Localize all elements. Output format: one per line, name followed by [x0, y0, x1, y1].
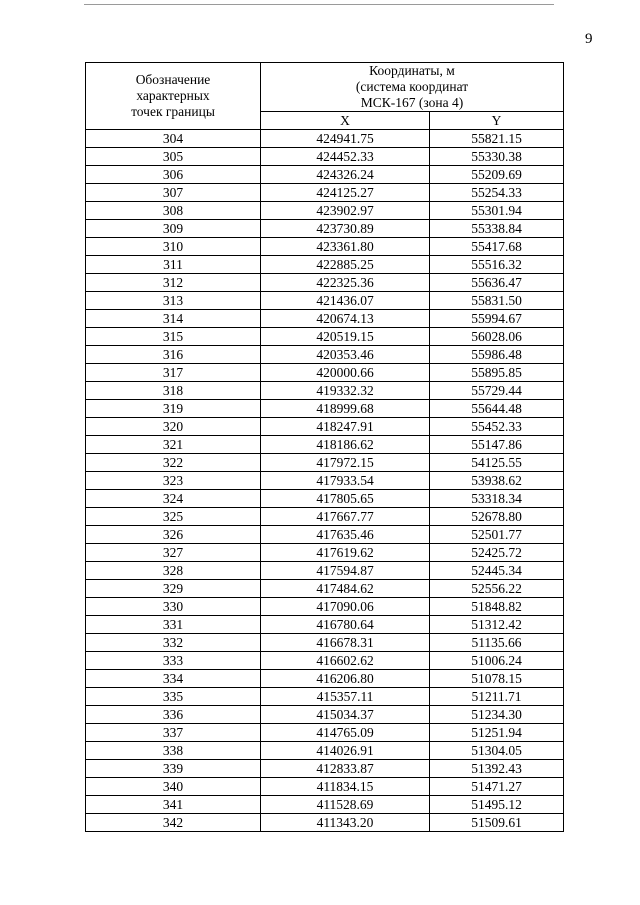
y-coordinate-cell: 51392.43	[430, 760, 564, 778]
point-cell: 307	[86, 184, 261, 202]
x-coordinate-cell: 423902.97	[261, 202, 430, 220]
point-cell: 341	[86, 796, 261, 814]
x-coordinate-cell: 417090.06	[261, 598, 430, 616]
x-column-header: X	[261, 112, 430, 130]
y-coordinate-cell: 56028.06	[430, 328, 564, 346]
point-cell: 335	[86, 688, 261, 706]
y-coordinate-cell: 55417.68	[430, 238, 564, 256]
x-coordinate-cell: 417667.77	[261, 508, 430, 526]
y-coordinate-cell: 55516.32	[430, 256, 564, 274]
table-row	[86, 724, 564, 742]
point-cell: 342	[86, 814, 261, 832]
table-row	[86, 454, 564, 472]
x-coordinate-cell: 424326.24	[261, 166, 430, 184]
x-coordinate-cell: 423730.89	[261, 220, 430, 238]
x-coordinate-cell: 417972.15	[261, 454, 430, 472]
y-coordinate-cell: 55994.67	[430, 310, 564, 328]
point-cell: 324	[86, 490, 261, 508]
table-row	[86, 346, 564, 364]
table-row	[86, 382, 564, 400]
point-cell: 329	[86, 580, 261, 598]
table-row	[86, 562, 564, 580]
point-cell: 306	[86, 166, 261, 184]
x-coordinate-cell: 416206.80	[261, 670, 430, 688]
table-row	[86, 526, 564, 544]
table-row	[86, 544, 564, 562]
point-column-header	[86, 63, 261, 130]
y-coordinate-cell: 51848.82	[430, 598, 564, 616]
point-cell: 333	[86, 652, 261, 670]
table-row	[86, 274, 564, 292]
table-row	[86, 184, 564, 202]
y-coordinate-cell: 55452.33	[430, 418, 564, 436]
table-row	[86, 598, 564, 616]
point-cell: 310	[86, 238, 261, 256]
x-coordinate-cell: 415034.37	[261, 706, 430, 724]
table-row	[86, 292, 564, 310]
y-coordinate-cell: 52445.34	[430, 562, 564, 580]
point-cell: 330	[86, 598, 261, 616]
point-header-line: характерных	[136, 88, 210, 103]
y-coordinate-cell: 52556.22	[430, 580, 564, 598]
point-cell: 319	[86, 400, 261, 418]
point-cell: 320	[86, 418, 261, 436]
table-row	[86, 688, 564, 706]
coord-header-line: (система координат	[355, 79, 469, 94]
page-number: 9	[585, 31, 593, 47]
x-coordinate-cell: 419332.32	[261, 382, 430, 400]
point-cell: 315	[86, 328, 261, 346]
y-coordinate-cell: 51006.24	[430, 652, 564, 670]
y-coordinate-cell: 55330.38	[430, 148, 564, 166]
table-row	[86, 148, 564, 166]
point-cell: 314	[86, 310, 261, 328]
point-cell: 316	[86, 346, 261, 364]
x-coordinate-cell: 417805.65	[261, 490, 430, 508]
table-row	[86, 130, 564, 148]
point-cell: 317	[86, 364, 261, 382]
x-coordinate-cell: 415357.11	[261, 688, 430, 706]
table-row	[86, 634, 564, 652]
y-coordinate-cell: 55254.33	[430, 184, 564, 202]
y-coordinate-cell: 51251.94	[430, 724, 564, 742]
point-cell: 340	[86, 778, 261, 796]
x-coordinate-cell: 411528.69	[261, 796, 430, 814]
table-body	[86, 130, 564, 832]
point-cell: 332	[86, 634, 261, 652]
y-coordinate-cell: 55209.69	[430, 166, 564, 184]
x-coordinate-cell: 424941.75	[261, 130, 430, 148]
y-coordinate-cell: 55986.48	[430, 346, 564, 364]
y-coordinate-cell: 53938.62	[430, 472, 564, 490]
table-row	[86, 796, 564, 814]
point-cell: 328	[86, 562, 261, 580]
table-row	[86, 670, 564, 688]
y-coordinate-cell: 51211.71	[430, 688, 564, 706]
y-coordinate-cell: 52501.77	[430, 526, 564, 544]
table-row	[86, 652, 564, 670]
x-coordinate-cell: 420519.15	[261, 328, 430, 346]
table-row	[86, 742, 564, 760]
table-row	[86, 814, 564, 832]
top-rule	[84, 4, 554, 5]
y-column-header: Y	[430, 112, 564, 130]
x-coordinate-cell: 417619.62	[261, 544, 430, 562]
x-coordinate-cell: 412833.87	[261, 760, 430, 778]
y-coordinate-cell: 55895.85	[430, 364, 564, 382]
y-coordinate-cell: 55644.48	[430, 400, 564, 418]
x-coordinate-cell: 420000.66	[261, 364, 430, 382]
x-coordinate-cell: 418247.91	[261, 418, 430, 436]
x-coordinate-cell: 420353.46	[261, 346, 430, 364]
x-coordinate-cell: 417484.62	[261, 580, 430, 598]
y-coordinate-cell: 52678.80	[430, 508, 564, 526]
point-cell: 336	[86, 706, 261, 724]
table-row	[86, 256, 564, 274]
point-header-line: Обозначение	[135, 72, 211, 87]
y-coordinate-cell: 55147.86	[430, 436, 564, 454]
x-coordinate-cell: 424452.33	[261, 148, 430, 166]
point-cell: 327	[86, 544, 261, 562]
table-row	[86, 328, 564, 346]
point-cell: 308	[86, 202, 261, 220]
y-coordinate-cell: 55636.47	[430, 274, 564, 292]
table-row	[86, 220, 564, 238]
table-row	[86, 778, 564, 796]
y-coordinate-cell: 54125.55	[430, 454, 564, 472]
coord-header-line: МСК-167 (зона 4)	[360, 95, 464, 110]
table-row	[86, 580, 564, 598]
point-cell: 339	[86, 760, 261, 778]
point-cell: 311	[86, 256, 261, 274]
x-coordinate-cell: 411343.20	[261, 814, 430, 832]
x-coordinate-cell: 414765.09	[261, 724, 430, 742]
table-row	[86, 760, 564, 778]
table-row	[86, 202, 564, 220]
table-row	[86, 616, 564, 634]
y-coordinate-cell: 51304.05	[430, 742, 564, 760]
y-coordinate-cell: 51312.42	[430, 616, 564, 634]
point-cell: 313	[86, 292, 261, 310]
y-coordinate-cell: 51509.61	[430, 814, 564, 832]
table-row	[86, 400, 564, 418]
table-row	[86, 238, 564, 256]
y-coordinate-cell: 51078.15	[430, 670, 564, 688]
x-coordinate-cell: 414026.91	[261, 742, 430, 760]
coordinates-table	[85, 62, 564, 832]
x-coordinate-cell: 416678.31	[261, 634, 430, 652]
y-coordinate-cell: 55338.84	[430, 220, 564, 238]
table-row	[86, 436, 564, 454]
x-coordinate-cell: 422325.36	[261, 274, 430, 292]
point-cell: 325	[86, 508, 261, 526]
table-row	[86, 310, 564, 328]
y-coordinate-cell: 51471.27	[430, 778, 564, 796]
y-coordinate-cell: 51234.30	[430, 706, 564, 724]
x-coordinate-cell: 411834.15	[261, 778, 430, 796]
coord-header-line: Координаты, м	[369, 63, 455, 78]
x-coordinate-cell: 423361.80	[261, 238, 430, 256]
x-coordinate-cell: 416780.64	[261, 616, 430, 634]
table-row	[86, 364, 564, 382]
y-coordinate-cell: 51495.12	[430, 796, 564, 814]
y-coordinate-cell: 53318.34	[430, 490, 564, 508]
table-row	[86, 490, 564, 508]
point-cell: 331	[86, 616, 261, 634]
y-coordinate-cell: 55831.50	[430, 292, 564, 310]
header-row	[86, 63, 564, 112]
x-coordinate-cell: 420674.13	[261, 310, 430, 328]
y-coordinate-cell: 52425.72	[430, 544, 564, 562]
table-row	[86, 508, 564, 526]
point-cell: 326	[86, 526, 261, 544]
x-coordinate-cell: 417635.46	[261, 526, 430, 544]
y-coordinate-cell: 51135.66	[430, 634, 564, 652]
table-row	[86, 706, 564, 724]
point-cell: 312	[86, 274, 261, 292]
y-coordinate-cell: 55301.94	[430, 202, 564, 220]
point-cell: 323	[86, 472, 261, 490]
coordinates-column-header	[261, 63, 564, 112]
point-cell: 334	[86, 670, 261, 688]
table-row	[86, 166, 564, 184]
point-cell: 309	[86, 220, 261, 238]
point-cell: 304	[86, 130, 261, 148]
x-coordinate-cell: 417933.54	[261, 472, 430, 490]
x-coordinate-cell: 417594.87	[261, 562, 430, 580]
x-coordinate-cell: 418999.68	[261, 400, 430, 418]
point-cell: 321	[86, 436, 261, 454]
y-coordinate-cell: 55729.44	[430, 382, 564, 400]
point-cell: 337	[86, 724, 261, 742]
table-row	[86, 418, 564, 436]
point-header-line: точек границы	[131, 104, 215, 119]
x-coordinate-cell: 418186.62	[261, 436, 430, 454]
point-cell: 322	[86, 454, 261, 472]
x-coordinate-cell: 424125.27	[261, 184, 430, 202]
point-cell: 305	[86, 148, 261, 166]
x-coordinate-cell: 422885.25	[261, 256, 430, 274]
x-coordinate-cell: 416602.62	[261, 652, 430, 670]
y-coordinate-cell: 55821.15	[430, 130, 564, 148]
table-row	[86, 472, 564, 490]
x-coordinate-cell: 421436.07	[261, 292, 430, 310]
point-cell: 318	[86, 382, 261, 400]
point-cell: 338	[86, 742, 261, 760]
